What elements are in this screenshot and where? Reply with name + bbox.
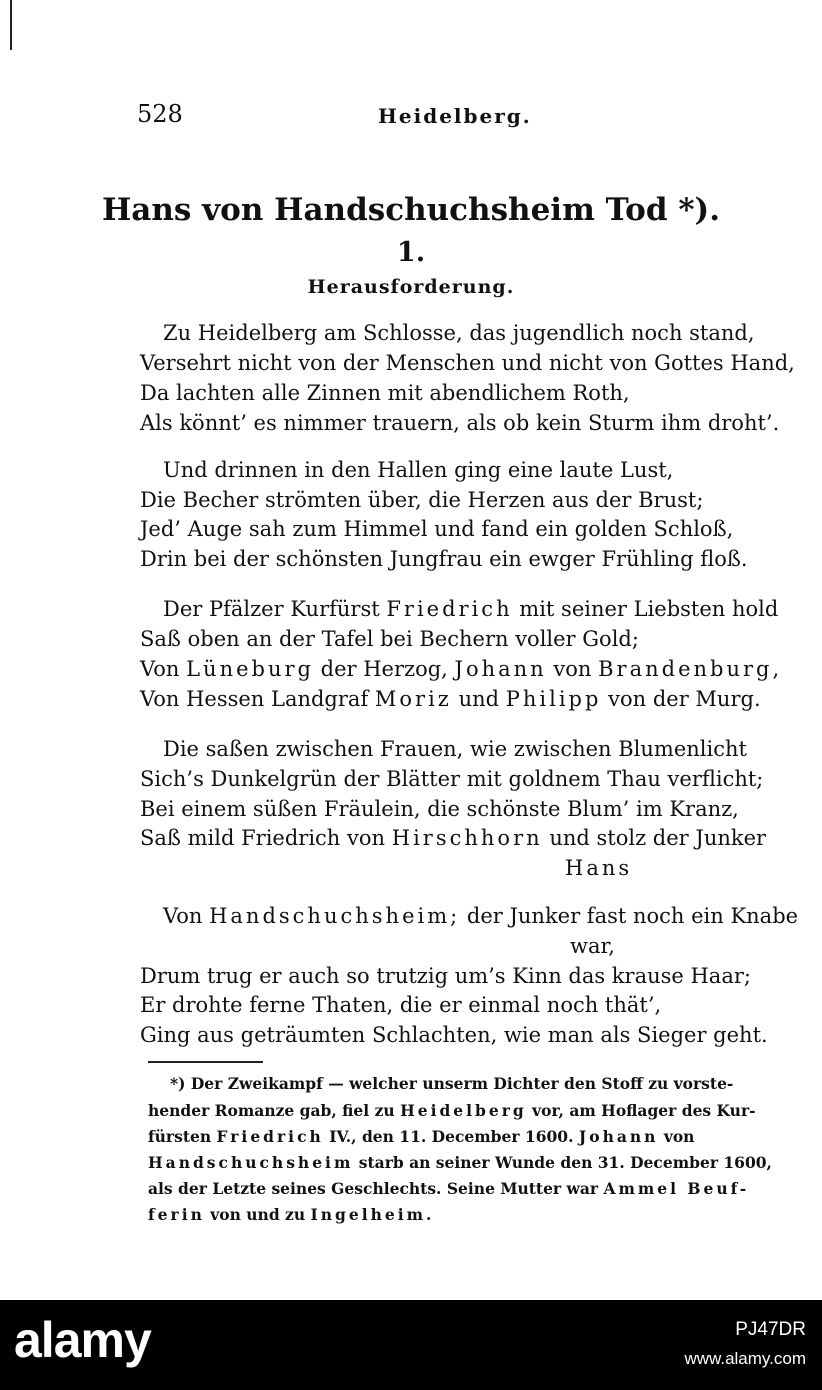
verse-line — [163, 597, 778, 621]
verse-line — [140, 687, 761, 711]
page-number: 528 — [137, 100, 183, 128]
spaced-name: Handschuchsheim; — [209, 904, 461, 928]
footnote-line — [148, 1127, 694, 1146]
spaced-name: Friedrich — [216, 1127, 324, 1146]
verse-line — [140, 826, 766, 850]
part-number: 1. — [396, 237, 426, 268]
spaced-name: Ammel Beuf- — [603, 1179, 750, 1198]
footnote-text: von und zu — [210, 1205, 306, 1224]
footnote-text: von — [663, 1127, 695, 1146]
verse-line-continuation: war, — [570, 934, 615, 958]
verse-line: Sich’s Dunkelgrün der Blätter mit goldnem Thau verflicht; — [140, 767, 764, 791]
verse-line: Und drinnen in den Hallen ging eine laute Lust, — [163, 458, 674, 482]
verse-text: der Herzog, — [320, 657, 448, 681]
spaced-name: Handschuchsheim — [148, 1153, 354, 1172]
verse-text: Von Hessen Landgraf — [140, 687, 369, 711]
footnote-text: IV., den 11. December 1600. — [329, 1127, 574, 1146]
verse-line: Da lachten alle Zinnen mit abendlichem Roth, — [140, 381, 630, 405]
verse-line: Drin bei der schönsten Jungfrau ein ewger Frühling floß. — [140, 547, 748, 571]
spaced-name: Brandenburg, — [598, 657, 783, 681]
part-subtitle: Herausforderung. — [307, 276, 515, 298]
page-edge-line — [10, 0, 12, 50]
verse-text: der Junker fast noch ein Knabe — [466, 904, 799, 928]
spaced-name: Moriz — [374, 687, 452, 711]
footnote-text: starb an seiner Wunde den 31. December 1600, — [358, 1153, 772, 1172]
image-id: PJ47DR — [735, 1319, 806, 1340]
spaced-name: Hirschhorn — [391, 826, 543, 850]
footnote-text: fürsten — [148, 1127, 212, 1146]
footnote-text: vor, am Hoflager des Kur- — [532, 1101, 756, 1120]
verse-text: Von — [163, 904, 203, 928]
verse-line-continuation: Hans — [565, 856, 633, 880]
footnote-rule — [148, 1061, 263, 1063]
verse-text: mit seiner Liebsten hold — [519, 597, 779, 621]
verse-text: Saß mild — [140, 826, 235, 850]
verse-line: Bei einem süßen Fräulein, die schönste Blum’ im Kranz, — [140, 797, 739, 821]
site-url: www.alamy.com — [684, 1349, 806, 1368]
footnote-line — [148, 1179, 749, 1198]
spaced-name: Johann — [454, 657, 547, 681]
verse-line: Saß oben an der Tafel bei Bechern voller Gold; — [140, 627, 639, 651]
verse-text: von — [553, 657, 592, 681]
verse-line: Versehrt nicht von der Menschen und nicht von Gottes Hand, — [140, 351, 795, 375]
spaced-name: Friedrich — [386, 597, 513, 621]
verse-line: Drum trug er auch so trutzig um’s Kinn das krause Haar; — [140, 964, 751, 988]
footnote-line — [148, 1101, 756, 1120]
verse-text: Der Pfälzer Kurfürst — [163, 597, 380, 621]
verse-text: von — [347, 826, 386, 850]
verse-text: von der Murg. — [608, 687, 761, 711]
verse-text: Friedrich — [241, 826, 341, 850]
verse-line: Als könnt’ es nimmer trauern, als ob kein Sturm ihm droht’. — [140, 411, 780, 435]
verse-line: Jed’ Auge sah zum Himmel und fand ein golden Schloß, — [140, 517, 734, 541]
alamy-logo: alamy — [14, 1312, 151, 1368]
footnote-line — [148, 1153, 772, 1172]
spaced-name: Ingelheim. — [310, 1205, 435, 1224]
verse-text: und — [458, 687, 500, 711]
spaced-name: Philipp — [505, 687, 602, 711]
footnote-text: hender Romanze gab, fiel zu — [148, 1101, 395, 1120]
spaced-name: ferin — [148, 1205, 205, 1224]
verse-text: und stolz der Junker — [549, 826, 767, 850]
spaced-name: Lüneburg — [186, 657, 314, 681]
verse-line: Zu Heidelberg am Schlosse, das jugendlich noch stand, — [163, 321, 755, 345]
footnote-text: als der Letzte seines Geschlechts. Seine Mutter war — [148, 1179, 599, 1198]
footnote-line — [148, 1205, 434, 1224]
verse-line: Die Becher strömten über, die Herzen aus der Brust; — [140, 488, 704, 512]
verse-line: Die saßen zwischen Frauen, wie zwischen Blumenlicht — [163, 737, 747, 761]
spaced-name: Heidelberg — [400, 1101, 527, 1120]
verse-text: Von — [140, 657, 180, 681]
verse-line: Ging aus geträumten Schlachten, wie man als Sieger geht. — [140, 1023, 768, 1047]
verse-line: Er drohte ferne Thaten, die er einmal noch thät’, — [140, 993, 662, 1017]
running-head: Heidelberg. — [378, 104, 532, 128]
spaced-name: Johann — [578, 1127, 659, 1146]
footnote-line: *) Der Zweikampf — welcher unserm Dichter den Stoff zu vorste- — [170, 1074, 734, 1093]
verse-line — [140, 657, 782, 681]
verse-line — [163, 904, 798, 928]
poem-title: Hans von Handschuchsheim Tod *). — [101, 192, 720, 228]
